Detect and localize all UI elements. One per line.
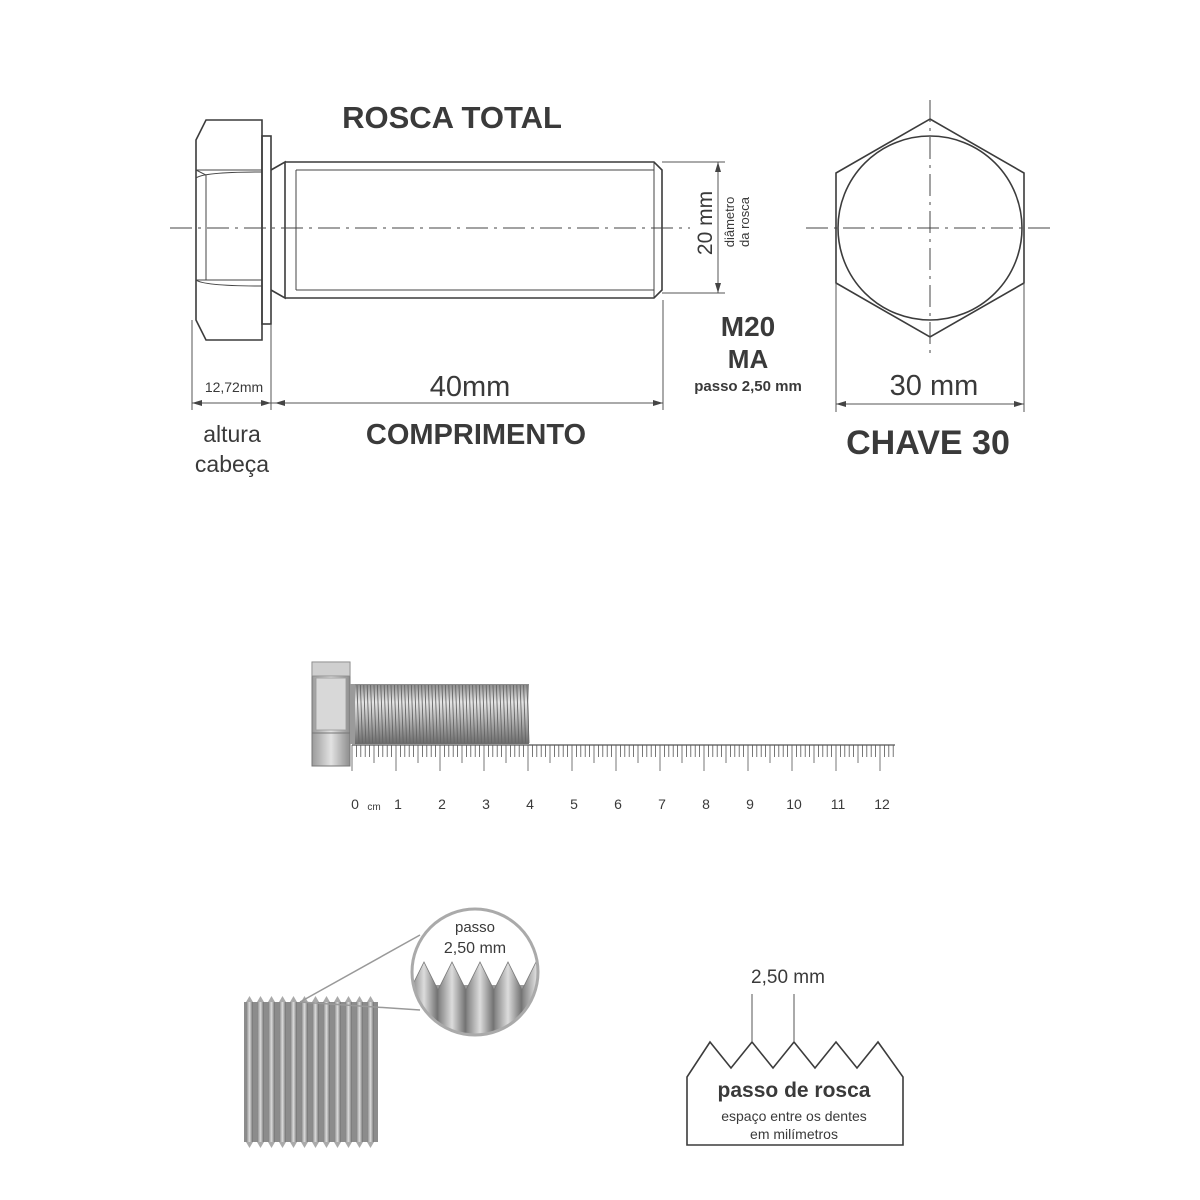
ruler-unit-label: cm	[367, 802, 381, 813]
magnifier-label-line2: 2,50 mm	[443, 940, 507, 957]
head-label-line1: altura	[203, 421, 261, 447]
bolt-side-view	[170, 120, 690, 340]
thread-ridge-tip	[268, 996, 275, 1002]
thread-ridge-tip	[312, 996, 319, 1002]
thread-ridge-tip	[367, 996, 374, 1002]
pitch-value: 2,50 mm	[751, 967, 825, 988]
ruler-tick-label: 9	[746, 796, 754, 812]
thread-ridge	[279, 1002, 286, 1142]
thread-ridge	[290, 1002, 297, 1142]
ruler-tick-label: 2	[438, 796, 446, 812]
thread-ridge-tip	[323, 1142, 330, 1148]
thread-closeup	[244, 935, 420, 1148]
thread-type: MA	[727, 344, 769, 374]
ruler-tick-label: 4	[526, 796, 534, 812]
pitch-box-title: passo de rosca	[717, 1079, 871, 1102]
head-height-value: 12,72mm	[204, 379, 264, 395]
magnified-tooth	[550, 962, 578, 1045]
length-label: COMPRIMENTO	[365, 419, 587, 451]
thread-ridge-tip	[279, 1142, 286, 1148]
thread-ridge	[345, 1002, 352, 1142]
thread-ridge-tip	[279, 996, 286, 1002]
thread-ridge	[356, 1002, 363, 1142]
thread-ridge	[301, 1002, 308, 1142]
thread-ridge-tip	[268, 1142, 275, 1148]
thread-ridge	[268, 1002, 275, 1142]
wrench-label: CHAVE 30	[846, 424, 1010, 462]
diameter-label-line1: diâmetro	[722, 196, 737, 248]
head-label-line2: cabeça	[194, 451, 270, 477]
diameter-value: 20 mm	[694, 190, 717, 256]
pitch-box-desc-line1: espaço entre os dentes	[721, 1108, 867, 1124]
thread-ridge	[323, 1002, 330, 1142]
length-value: 40mm	[429, 371, 511, 403]
thread-ridge-tip	[345, 1142, 352, 1148]
drawing-title: ROSCA TOTAL	[342, 100, 562, 135]
ruler-tick-label: 12	[874, 796, 890, 812]
thread-ridge-tip	[334, 1142, 341, 1148]
wrench-size: 30 mm	[889, 370, 979, 402]
thread-ridge-tip	[290, 1142, 297, 1148]
thread-ridge	[312, 1002, 319, 1142]
ruler-tick-label: 6	[614, 796, 622, 812]
thread-ridge-tip	[257, 1142, 264, 1148]
ruler-tick-label: 1	[394, 796, 402, 812]
thread-ridge-tip	[367, 1142, 374, 1148]
thread-ridge	[367, 1002, 374, 1142]
thread-ridge-tip	[334, 996, 341, 1002]
bolt-photo	[312, 662, 529, 766]
ruler-tick-label: 7	[658, 796, 666, 812]
thread-ridge-tip	[356, 1142, 363, 1148]
thread-ridge-tip	[257, 996, 264, 1002]
ruler-tick-label: 3	[482, 796, 490, 812]
thread-ridge-tip	[301, 1142, 308, 1148]
ruler-tick-label: 0	[351, 796, 359, 812]
thread-ridge-tip	[356, 996, 363, 1002]
thread-ridge	[246, 1002, 253, 1142]
ruler	[352, 745, 895, 771]
ruler-tick-label: 8	[702, 796, 710, 812]
ruler-tick-label: 5	[570, 796, 578, 812]
thread-ridge-tip	[312, 1142, 319, 1148]
diameter-label-line2: da rosca	[737, 197, 752, 247]
thread-ridge	[334, 1002, 341, 1142]
thread-ridge-tip	[246, 1142, 253, 1148]
pitch-spec: passo 2,50 mm	[694, 378, 802, 395]
thread-ridge-tip	[246, 996, 253, 1002]
ruler-tick-label: 11	[830, 796, 846, 812]
pitch-box-desc-line2: em milímetros	[750, 1126, 838, 1142]
thread-ridge-tip	[290, 996, 297, 1002]
ruler-tick-label: 10	[786, 796, 802, 812]
ruler-labels	[351, 796, 890, 813]
hex-end-view	[806, 100, 1055, 412]
thread-ridge-tip	[323, 996, 330, 1002]
magnifier-label-line1: passo	[454, 919, 496, 936]
thread-spec: M20	[720, 311, 776, 342]
thread-ridge	[257, 1002, 264, 1142]
thread-ridge-tip	[345, 996, 352, 1002]
